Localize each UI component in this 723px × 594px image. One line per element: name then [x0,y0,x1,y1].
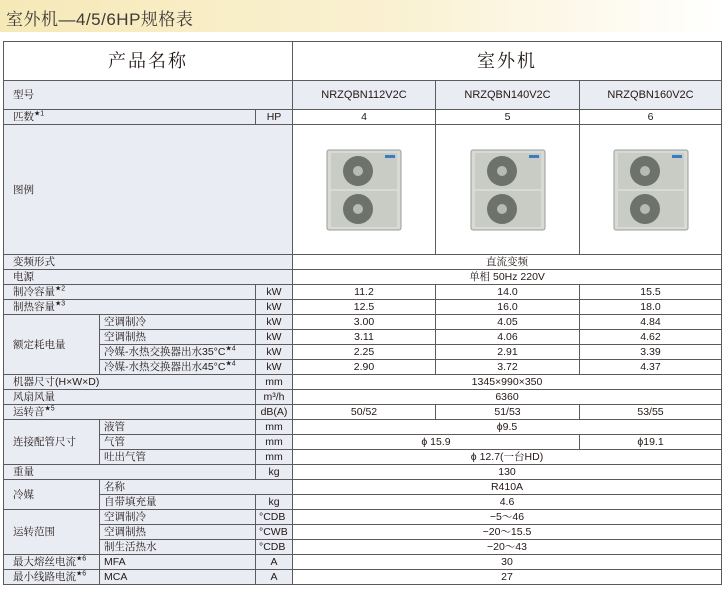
power-label: 电源 [4,270,293,285]
outdoor-unit-icon [612,149,690,231]
rated-power-unit: kW [256,360,293,375]
mca-label: 最小线路电流 [13,571,76,583]
rated-power-sub-label: 空调制冷 [100,315,256,330]
operating-range-row [4,525,722,540]
mfa-mark: ★6 [76,555,87,563]
mca-label-cell [4,570,100,585]
rated-power-value: 3.39 [580,345,722,360]
rated-power-row [4,345,722,360]
noise-value-2: 51/53 [436,405,580,420]
operating-range-unit: °CDB [256,540,293,555]
heating-capacity-row [4,300,722,315]
pipe-gas-label: 气管 [100,435,256,450]
mfa-value: 30 [293,555,722,570]
inverter-label: 变频形式 [4,255,293,270]
operating-range-sub-label: 空调制冷 [100,510,256,525]
header-product-name: 产品名称 [4,42,293,81]
refrigerant-charge-row [4,495,722,510]
noise-value-1: 50/52 [293,405,436,420]
weight-row [4,465,722,480]
heating-capacity-label: 制热容量 [13,301,55,313]
refrigerant-charge-unit: kg [256,495,293,510]
noise-value-3: 53/55 [580,405,722,420]
rated-power-unit: kW [256,330,293,345]
mfa-label: 最大熔丝电流 [13,556,76,568]
pipe-vent-unit: mm [256,450,293,465]
rated-power-unit: kW [256,345,293,360]
operating-range-unit: °CWB [256,525,293,540]
rated-power-value: 2.25 [293,345,436,360]
cooling-capacity-row [4,285,722,300]
cooling-capacity-value-3: 15.5 [580,285,722,300]
hp-value-3: 6 [580,110,722,125]
refrigerant-name-row [4,480,722,495]
cooling-capacity-value-2: 14.0 [436,285,580,300]
refrigerant-charge-label: 自带填充量 [100,495,256,510]
hp-value-1: 4 [293,110,436,125]
rated-power-mark: ★4 [225,360,236,368]
cooling-capacity-label-cell [4,285,256,300]
rated-power-value: 3.72 [436,360,580,375]
size-label: 机器尺寸(H×W×D) [4,375,256,390]
noise-mark: ★5 [44,405,55,413]
rated-power-value: 2.90 [293,360,436,375]
inverter-row [4,255,722,270]
pipe-liquid-value: ϕ9.5 [293,420,722,435]
power-row [4,270,722,285]
mfa-sub-label: MFA [100,555,256,570]
hp-row [4,110,722,125]
operating-range-sub-label: 制生活热水 [100,540,256,555]
mca-value: 27 [293,570,722,585]
operating-range-row [4,540,722,555]
pipe-vent-value: ϕ 12.7(一台HD) [293,450,722,465]
pipe-gas-unit: mm [256,435,293,450]
pipe-gas-value-a: ϕ 15.9 [293,435,580,450]
unit-image-3 [580,125,722,255]
model-label: 型号 [4,81,293,110]
outdoor-unit-icon [469,149,547,231]
rated-power-value: 4.84 [580,315,722,330]
airflow-unit: m³/h [256,390,293,405]
rated-power-mark: ★4 [225,345,236,353]
header-outdoor-unit: 室外机 [293,42,722,81]
table-header-row [4,42,722,81]
spec-table [3,41,722,585]
cooling-capacity-mark: ★2 [55,285,66,293]
hp-label-cell [4,110,256,125]
image-row [4,125,722,255]
rated-power-sub-label: 冷媒-水热交换器出水45°C [104,361,226,373]
model-2: NRZQBN140V2C [436,81,580,110]
rated-power-row [4,330,722,345]
refrigerant-charge-value: 4.6 [293,495,722,510]
rated-power-unit: kW [256,315,293,330]
model-row [4,81,722,110]
rated-power-label: 额定耗电量 [4,315,100,375]
rated-power-value: 3.00 [293,315,436,330]
cooling-capacity-unit: kW [256,285,293,300]
image-label: 图例 [4,125,293,255]
noise-unit: dB(A) [256,405,293,420]
power-value: 单相 50Hz 220V [293,270,722,285]
rated-power-sub-label: 冷媒-水热交换器出水35°C [104,346,226,358]
rated-power-value: 3.11 [293,330,436,345]
rated-power-value: 2.91 [436,345,580,360]
refrigerant-name-label: 名称 [100,480,293,495]
noise-label: 运转音 [13,406,45,418]
refrigerant-label: 冷媒 [4,480,100,510]
operating-range-sub-label: 空调制热 [100,525,256,540]
inverter-value: 直流变频 [293,255,722,270]
unit-image-1 [293,125,436,255]
weight-label: 重量 [4,465,256,480]
heating-capacity-label-cell [4,300,256,315]
rated-power-row [4,360,722,375]
refrigerant-name-value: R410A [293,480,722,495]
operating-range-label: 运转范围 [4,510,100,555]
rated-power-sub-label-cell [100,360,256,375]
weight-value: 130 [293,465,722,480]
heating-capacity-mark: ★3 [55,300,66,308]
pipe-gas-row [4,435,722,450]
hp-value-2: 5 [436,110,580,125]
heating-capacity-unit: kW [256,300,293,315]
operating-range-unit: °CDB [256,510,293,525]
rated-power-value: 4.05 [436,315,580,330]
pipe-gas-value-b: ϕ19.1 [580,435,722,450]
mfa-label-cell [4,555,100,570]
pipe-liquid-unit: mm [256,420,293,435]
noise-label-cell [4,405,256,420]
cooling-capacity-value-1: 11.2 [293,285,436,300]
size-value: 1345×990×350 [293,375,722,390]
airflow-row [4,390,722,405]
heating-capacity-value-3: 18.0 [580,300,722,315]
hp-unit: HP [256,110,293,125]
mca-sub-label: MCA [100,570,256,585]
rated-power-value: 4.62 [580,330,722,345]
mfa-unit: A [256,555,293,570]
size-row [4,375,722,390]
operating-range-value: −20～43 [293,540,722,555]
title-banner [0,0,723,32]
size-unit: mm [256,375,293,390]
mca-mark: ★6 [76,570,87,578]
outdoor-unit-icon [325,149,403,231]
pipe-liquid-row [4,420,722,435]
rated-power-value: 4.37 [580,360,722,375]
rated-power-sub-label: 空调制热 [100,330,256,345]
rated-power-row [4,315,722,330]
mca-unit: A [256,570,293,585]
model-1: NRZQBN112V2C [293,81,436,110]
airflow-value: 6360 [293,390,722,405]
operating-range-value: −20～15.5 [293,525,722,540]
hp-label: 匹数 [13,111,34,123]
page-title: 室外机—4/5/6HP规格表 [6,10,194,29]
airflow-label: 风扇风量 [4,390,256,405]
operating-range-row [4,510,722,525]
rated-power-value: 4.06 [436,330,580,345]
pipe-vent-label: 吐出气管 [100,450,256,465]
heating-capacity-value-2: 16.0 [436,300,580,315]
heating-capacity-value-1: 12.5 [293,300,436,315]
model-3: NRZQBN160V2C [580,81,722,110]
unit-image-2 [436,125,580,255]
mfa-row [4,555,722,570]
weight-unit: kg [256,465,293,480]
pipe-size-label: 连接配管尺寸 [4,420,100,465]
pipe-vent-row [4,450,722,465]
operating-range-value: −5～46 [293,510,722,525]
hp-mark: ★1 [34,110,45,118]
cooling-capacity-label: 制冷容量 [13,286,55,298]
rated-power-sub-label-cell [100,345,256,360]
pipe-liquid-label: 液管 [100,420,256,435]
mca-row [4,570,722,585]
noise-row [4,405,722,420]
